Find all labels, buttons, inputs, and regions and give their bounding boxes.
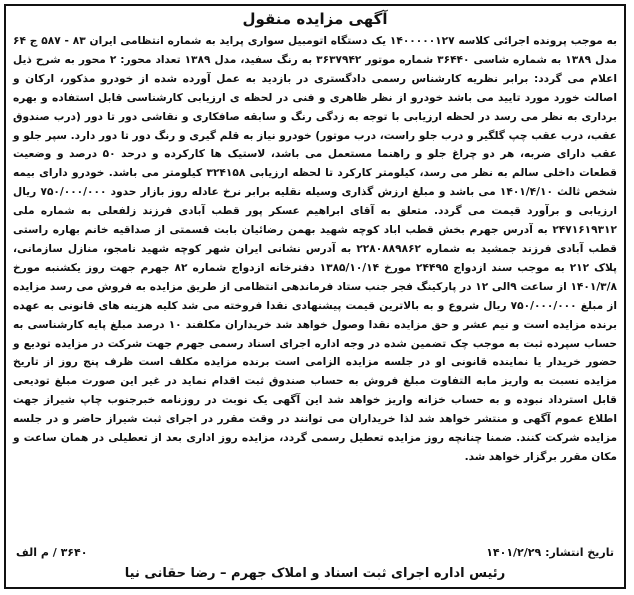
notice-body: به موجب پرونده اجرائی کلاسه ۱۴۰۰۰۰۰۱۲۷ یک دستگاه اتومبیل سواری پراید به شماره انتظامی ایران ۸۳ - ۵۸۷ ج ۶۴ مدل ۱۳۸۹ به شماره شاسی ۳۶۴۴۰ شماره موتور ۳۶۳۷۹۴۲ به رنگ سفید، مدل ۱۳۸۹ تعداد محور: ۲ محور به شرح ذیل اعلام می گردد: برابر نظریه کارشناس رسمی دادگستری در بازدید به عمل آورده شده از خودرو مذکور، ارکان و اصالت خورد مورد تایید می باشد خودرو از نظر ظاهری و فنی در لحظه ی ارزیابی کارشناسی قابل استفاده و بهره برداری به نظر می رسد در لحظه ارزیابی با توجه به زدگی رنگ و سابقه صافکاری و نقاشی دور تا دور (درب صندوق عقب، درب عقب چپ گلگیر و درب جلو راست، درب موتور) خودرو نیاز به قلم گیری و رنگ دور تا دور دارد. سپر جلو و عقب دارای ضربه، هر دو چراغ جلو و راهنما مستعمل می باشد، لاستیک ها کارکرده و درحد ۵۰ درصد و وضعیت قطعات داخلی سالم به نظر می رسد، کیلومتر کارکرد تا لحظه ارزیابی ۳۲۴۱۵۸ کیلومتر می باشد. خودرو دارای بیمه شخص ثالث ۱۴۰۱/۴/۱۰ می باشد و مبلغ ارزش گذاری وسیله نقلیه برابر نرخ عادله روز بازار حدود ۷۵۰/۰۰۰/۰۰۰ ریال ارزیابی و برآورد قیمت می گردد. متعلق به آقای ابراهیم عسکر پور قطب آبادی فرزند زلفعلی به شماره ملی ۲۴۷۱۶۱۹۳۱۲ به آدرس جهرم بخش قطب اباد کوچه شهید بهمن رضائیان بابت قسمتی از صداقیه خانم بهاره راستی قطب آبادی فرزند جمشید به شماره ۲۲۸۰۸۸۹۸۶۲ به آدرس نشانی ایران شهر کوچه شهید نامجو، منازل سازمانی، پلاک ۲۱۲ به موجب سند ازدواج ۲۴۴۹۵ مورخ ۱۳۸۵/۱۰/۱۴ دفترخانه ازدواج شماره ۸۲ جهرم جهت روز یکشنبه مورخ ۱۴۰۱/۳/۸ از ساعت ۹الی ۱۲ در پارکینگ فجر جنب ستاد فرماندهی انتظامی از طریق مزایده به فروش می رسد مزایده از مبلغ ۷۵۰/۰۰۰/۰۰۰ ریال شروع و به بالاترین قیمت پیشنهادی نقدا فروخته می شد کلیه هزینه های قانونی به عهده برنده مزایده است و نیم عشر و حق مزایده نقدا وصول خواهد شد خریداران مکلفند ۱۰ درصد مبلغ پایه کارشناسی به حساب سپرده ثبت به موجب چک تضمین شده در وجه اداره اجرای اسناد رسمی جهرم جهت شرکت در مزایده تودیع و حضور خریدار یا نماینده قانونی او در جلسه مزایده الزامی است برنده مزایده مکلف است ظرف پنج روز از تاریخ مزایده نسبت به واریز مابه التفاوت مبلغ فروش به حساب صندوق ثبت اقدام نماید در غیر این صورت مبلغ تودیعی قابل استرداد نبوده و به حساب خزانه واریز خواهد شد این آگهی یک نوبت در روزنامه خبرجنوب چاپ شیراز جهت اطلاع عموم آگهی و منتشر خواهد شد لذا خریداران می توانند در وقت مقرر در اجرای ثبت شیراز حاضر و در جلسه مزایده شرکت کنند. ضمنا چنانچه روز مزایده تعطیل رسمی گردد، مزایده روز اداری بعد از تعطیلی در همان ساعت و مکان مقرر برگزار خواهد شد.: [13, 35, 618, 463]
notice-title: آگهی مزایده منقول: [242, 10, 388, 28]
signature-line: رئیس اداره اجرای ثبت اسناد و املاک جهرم – رضا حقانی نیا: [124, 566, 506, 581]
reference-code: ۳۶۴۰ / م الف: [16, 546, 88, 559]
publish-date: تاریخ انتشار: ۱۴۰۱/۲/۲۹: [486, 546, 614, 559]
auction-notice: [4, 4, 626, 589]
notice-footer: [16, 546, 614, 564]
